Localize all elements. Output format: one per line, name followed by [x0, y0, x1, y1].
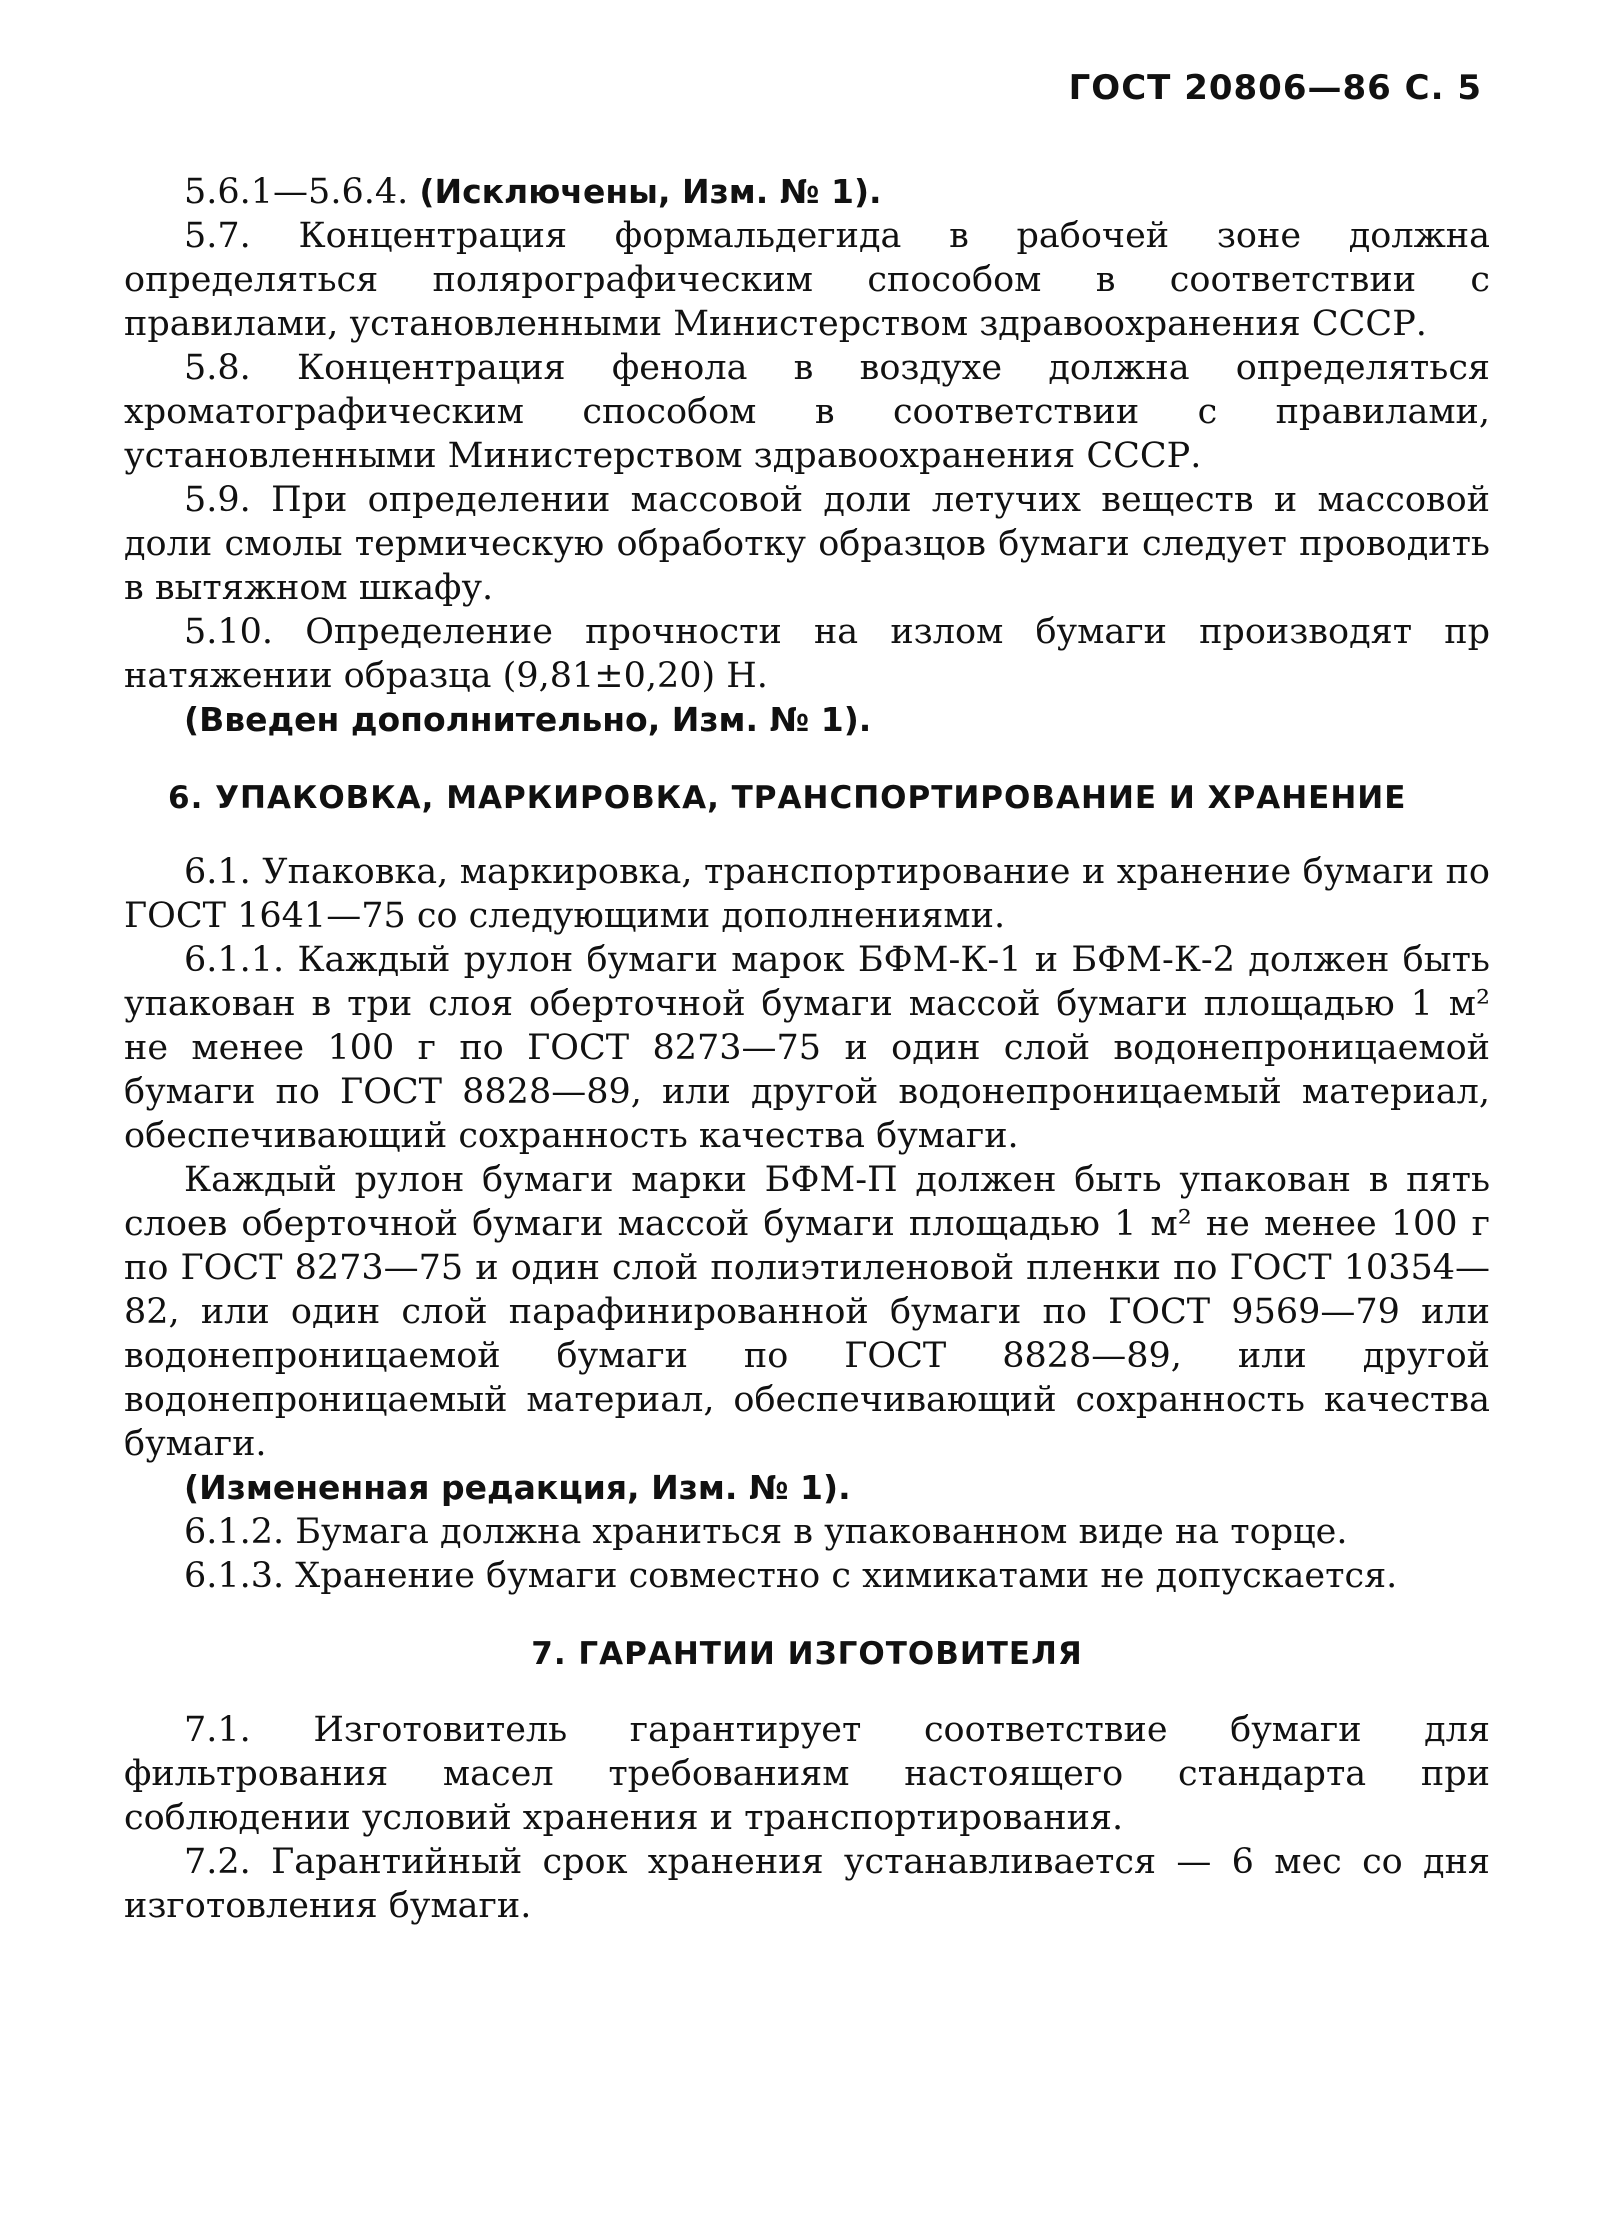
clause-5-6-1 — [124, 170, 1490, 214]
page-header: ГОСТ 20806—86 С. 5 — [1068, 68, 1482, 108]
clause-5-10-amendment-note: (Введен дополнительно, Изм. № 1). — [184, 700, 872, 739]
clause-7-2: 7.2. Гарантийный срок хранения устанавливается — 6 мес со дня изготовления бумаги. — [124, 1842, 1490, 1926]
clause-5-10: 5.10. Определение прочности на излом бумаги производят пр натяжении образца (9,81±0,20) Н. — [124, 612, 1490, 696]
document-body — [124, 170, 1490, 1928]
clause-5-6-1-number: 5.6.1—5.6.4. — [184, 172, 409, 212]
clause-5-8: 5.8. Концентрация фенола в воздухе должна определяться хроматографическим способом в соответствии с правилами, установленными Министерством здравоохранения СССР. — [124, 348, 1490, 476]
clause-6-1-1-bfm-p: Каждый рулон бумаги марки БФМ-П должен быть упакован в пять слоев оберточной бумаги массой бумаги площадью 1 м² не менее 100 г по ГОСТ 8273—75 и один слой полиэтиленовой пленки по ГОСТ 10354—82, или один слой парафинированной бумаги по ГОСТ 9569—79 или водонепроницаемой бумаги по ГОСТ 8828—89, или другой водонепроницаемый материал, обеспечивающий сохранность качества бумаги. — [124, 1160, 1490, 1464]
clause-6-1-1: 6.1.1. Каждый рулон бумаги марок БФМ-К-1 и БФМ-К-2 должен быть упакован в три слоя оберточной бумаги массой бумаги площадью 1 м² не менее 100 г по ГОСТ 8273—75 и один слой водонепроницаемой бумаги по ГОСТ 8828—89, или другой водонепроницаемый материал, обеспечивающий сохранность качества бумаги. — [124, 940, 1490, 1156]
section-7-heading: 7. ГАРАНТИИ ИЗГОТОВИТЕЛЯ — [531, 1636, 1083, 1672]
clause-7-1: 7.1. Изготовитель гарантирует соответствие бумаги для фильтрования масел требованиям настоящего стандарта при соблюдении условий хранения и транспортирования. — [124, 1710, 1490, 1838]
clause-6-1-3: 6.1.3. Хранение бумаги совместно с химикатами не допускается. — [184, 1556, 1398, 1596]
clause-5-6-1-excluded-note: (Исключены, Изм. № 1). — [419, 172, 882, 211]
section-6-heading: 6. УПАКОВКА, МАРКИРОВКА, ТРАНСПОРТИРОВАНИЕ И ХРАНЕНИЕ — [168, 780, 1407, 816]
clause-6-1: 6.1. Упаковка, маркировка, транспортирование и хранение бумаги по ГОСТ 1641—75 со следующими дополнениями. — [124, 852, 1490, 936]
clause-6-1-1-amendment-note: (Измененная редакция, Изм. № 1). — [184, 1468, 851, 1507]
clause-5-9: 5.9. При определении массовой доли летучих веществ и массовой доли смолы термическую обработку образцов бумаги следует проводить в вытяжном шкафу. — [124, 480, 1490, 608]
clause-6-1-2: 6.1.2. Бумага должна храниться в упакованном виде на торце. — [184, 1512, 1348, 1552]
clause-5-7: 5.7. Концентрация формальдегида в рабочей зоне должна определяться полярографическим способом в соответствии с правилами, установленными Министерством здравоохранения СССР. — [124, 216, 1490, 344]
